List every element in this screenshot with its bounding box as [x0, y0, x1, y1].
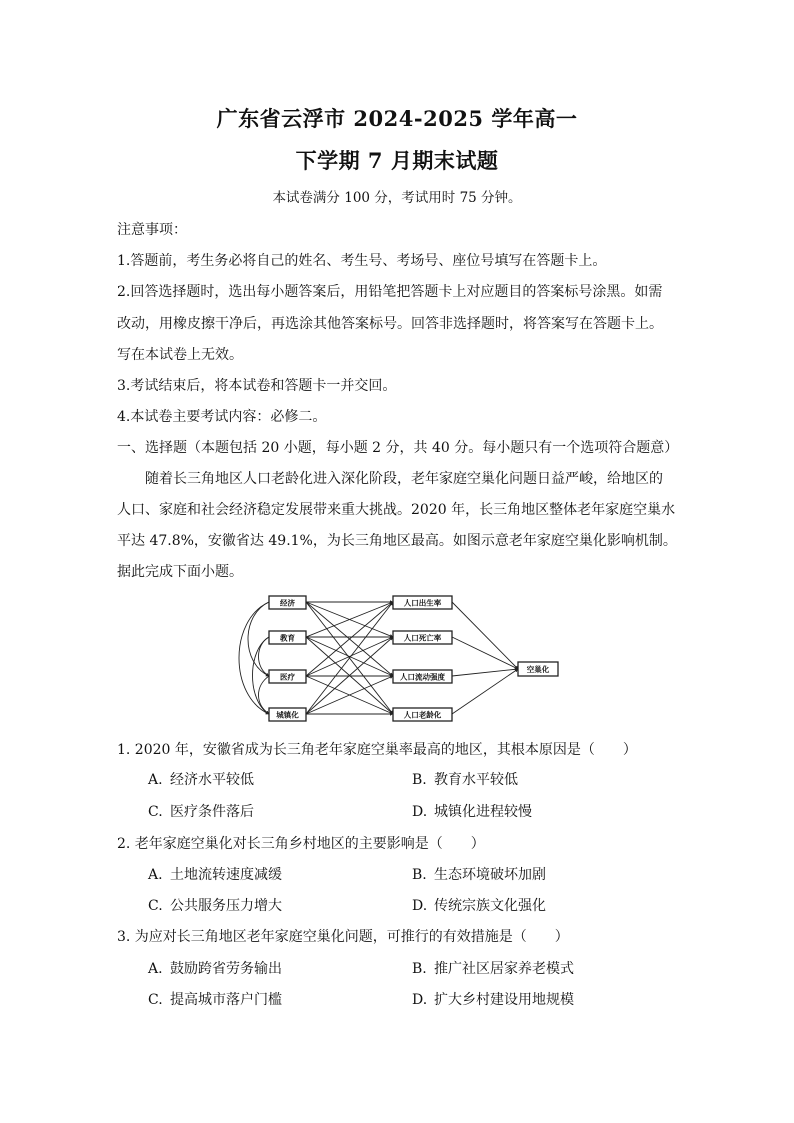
svg-text:城镇化: 城镇化 [276, 710, 299, 720]
svg-text:医疗: 医疗 [280, 672, 295, 682]
question-2-option-a: A. 土地流转速度减缓 [148, 867, 282, 883]
node-birth-rate [393, 596, 452, 609]
passage-line-4: 据此完成下面小题。 [117, 564, 243, 580]
exam-title-line2: 下学期 7 月期末试题 [295, 148, 499, 173]
question-1-option-a: A. 经济水平较低 [148, 772, 254, 788]
passage-line-1: 随着长三角地区人口老龄化进入深化阶段，老年家庭空巢化问题日益严峻，给地区的 [145, 471, 663, 487]
note-item-1: 1.答题前，考生务必将自己的姓名、考生号、考场号、座位号填写在答题卡上。 [117, 253, 607, 269]
question-3-option-a: A. 鼓励跨省劳务输出 [148, 961, 282, 977]
svg-text:经济: 经济 [280, 598, 295, 608]
question-2-option-b: B. 生态环境破坏加剧 [412, 867, 546, 883]
passage-line-3: 平达 47.8%，安徽省达 49.1%，为长三角地区最高。如图示意老年家庭空巢化影响机制。 [117, 533, 677, 549]
node-aging [393, 708, 452, 721]
exam-title-line1: 广东省云浮市 2024-2025 学年高一 [216, 106, 578, 131]
svg-text:人口流动强度: 人口流动强度 [400, 672, 445, 682]
section-heading: 一、选择题（本题包括 20 小题，每小题 2 分，共 40 分。每小题只有一个选项符合题意） [117, 440, 679, 456]
mechanism-diagram [225, 590, 570, 725]
node-economy [269, 596, 306, 609]
question-2-option-d: D. 传统宗族文化强化 [412, 898, 546, 914]
question-1-stem: 1. 2020 年，安徽省成为长三角老年家庭空巢率最高的地区，其根本原因是（ ） [117, 742, 637, 758]
node-education [269, 631, 306, 644]
question-3-option-d: D. 扩大乡村建设用地规模 [412, 992, 574, 1008]
note-item-4: 4.本试卷主要考试内容：必修二。 [117, 409, 327, 425]
note-item-2-line-a: 2.回答选择题时，选出每小题答案后，用铅笔把答题卡上对应题目的答案标号涂黑。如需 [117, 284, 663, 300]
question-1-option-c: C. 医疗条件落后 [148, 804, 254, 820]
note-item-2-line-c: 写在本试卷上无效。 [117, 347, 243, 363]
diagram-edges [239, 602, 518, 714]
node-mobility [393, 670, 452, 683]
question-2-stem: 2. 老年家庭空巢化对长三角乡村地区的主要影响是（ ） [117, 836, 485, 852]
note-item-2-line-b: 改动，用橡皮擦干净后，再选涂其他答案标号。回答非选择题时，将答案写在答题卡上。 [117, 316, 663, 332]
question-1-option-d: D. 城镇化进程较慢 [412, 804, 532, 820]
node-urbanization [269, 708, 306, 721]
svg-text:人口死亡率: 人口死亡率 [403, 633, 442, 643]
node-death-rate [393, 631, 452, 644]
node-medical [269, 670, 306, 683]
question-3-option-b: B. 推广社区居家养老模式 [412, 961, 574, 977]
question-3-stem: 3. 为应对长三角地区老年家庭空巢化问题，可推行的有效措施是（ ） [117, 929, 569, 945]
svg-text:教育: 教育 [280, 633, 295, 643]
question-3-option-c: C. 提高城市落户门槛 [148, 992, 282, 1008]
node-empty-nest [518, 662, 558, 676]
notes-heading: 注意事项： [117, 222, 187, 238]
note-item-3: 3.考试结束后，将本试卷和答题卡一并交回。 [117, 378, 397, 394]
exam-subtitle: 本试卷满分 100 分，考试用时 75 分钟。 [272, 190, 522, 206]
question-1-option-b: B. 教育水平较低 [412, 772, 518, 788]
svg-text:人口出生率: 人口出生率 [403, 598, 442, 608]
passage-line-2: 人口、家庭和社会经济稳定发展带来重大挑战。2020 年，长三角地区整体老年家庭空巢水 [117, 502, 676, 518]
svg-text:人口老龄化: 人口老龄化 [403, 710, 442, 720]
question-2-option-c: C. 公共服务压力增大 [148, 898, 282, 914]
svg-text:空巢化: 空巢化 [526, 665, 550, 674]
